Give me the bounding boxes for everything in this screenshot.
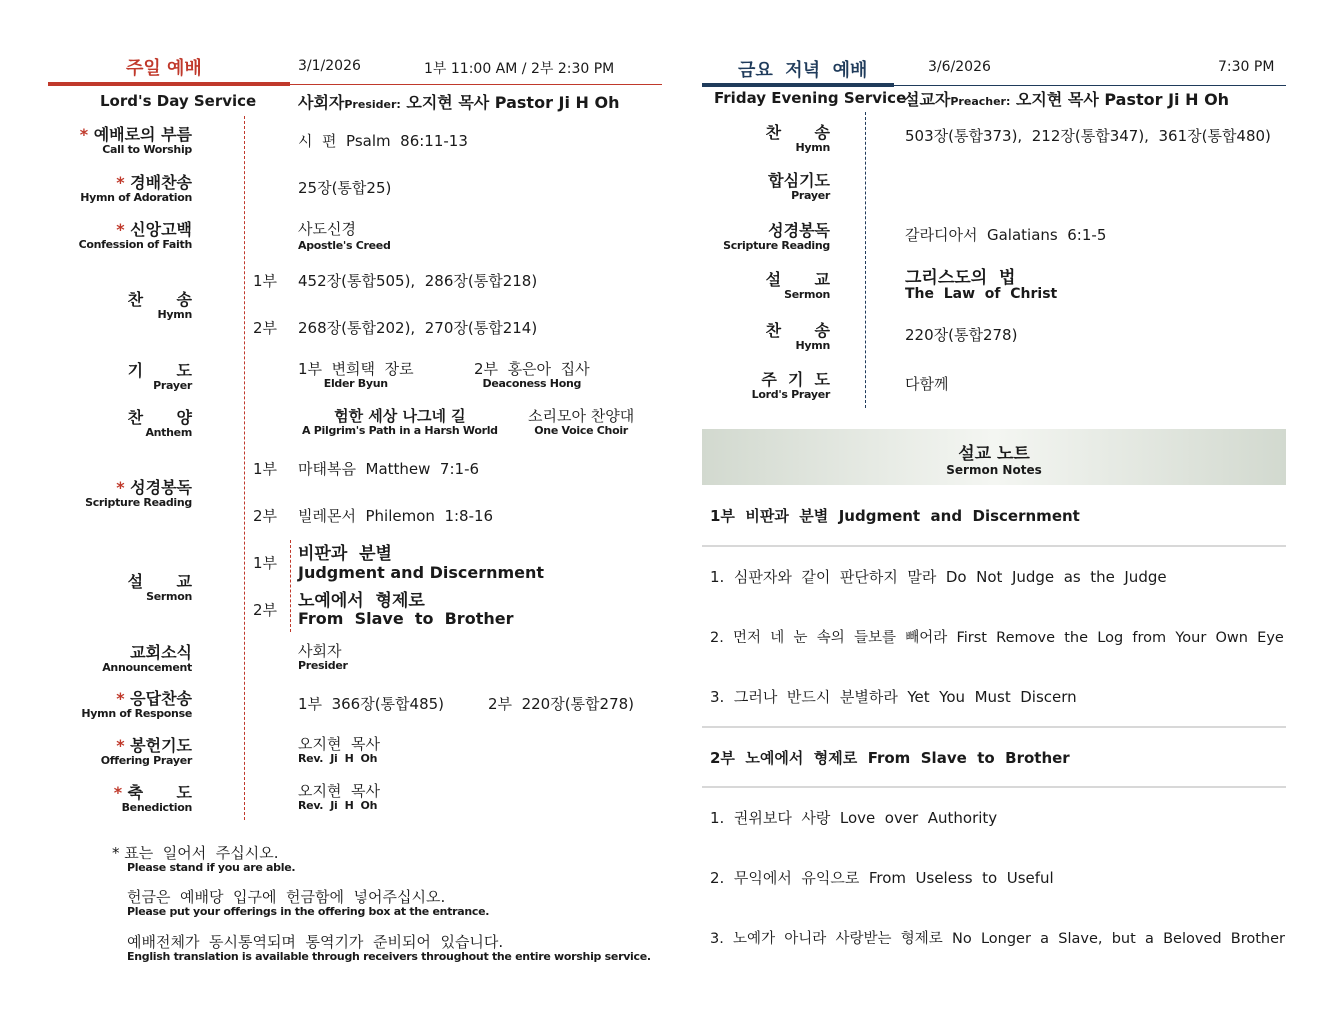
- order-hymn-of-adoration: * 경배찬송 Hymn of Adoration: [80, 173, 192, 204]
- notes-part1-point3: 3. 그러나 반드시 분별하라 Yet You Must Discern: [710, 688, 1077, 706]
- sermon-part1-label: 1부: [253, 554, 278, 572]
- notes-part2-point3: 3. 노예가 아니라 사랑받는 형제로 No Longer a Slave, but a Beloved Brother: [710, 931, 1286, 947]
- friday-sermon-ko: 그리스도의 법: [905, 268, 1016, 288]
- sermon-notes-header: [702, 429, 1286, 485]
- benediction-value: 오지현 목사 Rev. Ji H Oh: [298, 782, 380, 812]
- friday-date: 3/6/2026: [928, 59, 991, 75]
- order-anthem: 찬 양 Anthem: [127, 408, 192, 439]
- friday-hymn1-value: 503장(통합373), 212장(통합347), 361장(통합480): [905, 127, 1271, 145]
- sermon-part2-label: 2부: [253, 601, 278, 619]
- order-offering-prayer: * 봉헌기도 Offering Prayer: [100, 736, 192, 767]
- friday-order-lords-prayer: 주 기 도 Lord's Prayer: [751, 370, 830, 401]
- sunday-presider: [298, 90, 620, 113]
- order-benediction: * 축 도 Benediction: [113, 783, 192, 814]
- friday-order-prayer: 합심기도 Prayer: [768, 171, 830, 202]
- notes-part1-point1: 1. 심판자와 같이 판단하지 말라 Do Not Judge as the Judge: [710, 568, 1167, 586]
- friday-divider: [865, 112, 866, 408]
- notes-part2-point1: 1. 권위보다 사랑 Love over Authority: [710, 809, 998, 827]
- scripture-part1-label: 1부: [253, 460, 278, 478]
- order-call-to-worship: * 예배로의 부름 Call to Worship: [79, 125, 192, 156]
- sermon-part2-ko: 노예에서 형제로: [298, 591, 425, 611]
- sermon-part1-en: Judgment and Discernment: [298, 563, 545, 582]
- order-announcement: 교회소식 Announcement: [102, 643, 192, 674]
- prayer-part2: 2부 홍은아 집사 Deaconess Hong: [474, 360, 590, 390]
- friday-subtitle: Friday Evening Service: [714, 89, 907, 107]
- response-part2: 2부 220장(통합278): [488, 695, 635, 713]
- sermon-notes-title: 설교 노트: [958, 444, 1030, 464]
- order-hymn: 찬 송 Hymn: [127, 290, 192, 321]
- hymn-part2-value: 268장(통합202), 270장(통합214): [298, 319, 538, 337]
- friday-title: 금요 저녁 예배: [738, 60, 868, 81]
- prayer-part1: 1부 변희택 장로 Elder Byun: [298, 360, 414, 390]
- notes-divider: [702, 726, 1286, 728]
- notes-part2-point2: 2. 무익에서 유익으로 From Useless to Useful: [710, 869, 1054, 887]
- adoration-value: 25장(통합25): [298, 179, 392, 197]
- sermon-part2-en: From Slave to Brother: [298, 609, 514, 628]
- creed-value: 사도신경 Apostle's Creed: [298, 220, 391, 252]
- sermon-part1-ko: 비판과 분별: [298, 544, 392, 564]
- notes-part1-point2: 2. 먼저 네 눈 속의 들보를 빼어라 First Remove the Log from Your Own Eye: [710, 630, 1284, 646]
- note-offering: 헌금은 예배당 입구에 헌금함에 넣어주십시오. Please put your offerings in the offering box at the entrance.: [127, 888, 490, 918]
- sunday-title-bar: [48, 82, 290, 86]
- friday-title-bar: [702, 83, 894, 87]
- sunday-header-rule: [290, 84, 662, 85]
- friday-lords-prayer-value: 다함께: [905, 375, 949, 393]
- friday-order-hymn1: 찬 송 Hymn: [765, 123, 830, 154]
- friday-scripture-value: 갈라디아서 Galatians 6:1-5: [905, 226, 1107, 244]
- presider-label-en: Presider:: [344, 98, 401, 111]
- sunday-subtitle: Lord's Day Service: [100, 92, 257, 110]
- sunday-times: 1부 11:00 AM / 2부 2:30 PM: [424, 61, 615, 77]
- friday-order-sermon: 설 교 Sermon: [765, 270, 830, 301]
- response-part1: 1부 366장(통합485): [298, 695, 445, 713]
- hymn-part1-value: 452장(통합505), 286장(통합218): [298, 272, 538, 290]
- presider-name: 오지현 목사 Pastor Ji H Oh: [406, 93, 620, 112]
- scripture-part2-value: 빌레몬서 Philemon 1:8-16: [298, 507, 494, 525]
- friday-order-scripture: 성경봉독 Scripture Reading: [723, 221, 830, 252]
- notes-divider: [702, 786, 1286, 788]
- sunday-date: 3/1/2026: [298, 58, 361, 74]
- friday-preacher: [904, 87, 1229, 110]
- order-prayer: 기 도 Prayer: [127, 361, 192, 392]
- friday-time: 7:30 PM: [1218, 59, 1275, 75]
- notes-divider: [702, 545, 1286, 547]
- anthem-title: 험한 세상 나그네 길 A Pilgrim's Path in a Harsh World: [302, 407, 498, 437]
- sermon-notes-title-en: Sermon Notes: [946, 463, 1042, 477]
- note-stand: * 표는 일어서 주십시오. Please stand if you are able.: [112, 844, 296, 874]
- notes-part2-heading: 2부 노예에서 형제로 From Slave to Brother: [710, 749, 1070, 767]
- note-translation: 예배전체가 동시통역되며 통역기가 준비되어 있습니다. English translation is available through receivers throughout the entire worship service.: [127, 933, 651, 963]
- friday-order-hymn2: 찬 송 Hymn: [765, 321, 830, 352]
- preacher-name: 오지현 목사 Pastor Ji H Oh: [1015, 90, 1230, 109]
- preacher-label: 설교자: [904, 90, 951, 109]
- order-sermon: 설 교 Sermon: [127, 572, 192, 603]
- sunday-title: 주일 예배: [126, 58, 202, 79]
- friday-header-rule: [894, 85, 1286, 86]
- order-scripture-reading: * 성경봉독 Scripture Reading: [85, 478, 192, 509]
- order-hymn-of-response: * 응답찬송 Hymn of Response: [81, 689, 192, 720]
- friday-sermon-en: The Law of Christ: [905, 286, 1058, 302]
- scripture-part2-label: 2부: [253, 507, 278, 525]
- hymn-part2-label: 2부: [253, 319, 278, 337]
- notes-part1-heading: 1부 비판과 분별 Judgment and Discernment: [710, 507, 1080, 525]
- sermon-bracket: [290, 540, 291, 632]
- preacher-label-en: Preacher:: [950, 95, 1011, 108]
- friday-hymn2-value: 220장(통합278): [905, 326, 1018, 344]
- announcement-value: 사회자 Presider: [298, 642, 348, 672]
- anthem-choir: 소리모아 찬양대 One Voice Choir: [528, 407, 635, 437]
- hymn-part1-label: 1부: [253, 272, 278, 290]
- call-to-worship-value: 시 편 Psalm 86:11-13: [298, 132, 468, 150]
- presider-label: 사회자: [298, 93, 345, 112]
- offering-value: 오지현 목사 Rev. Ji H Oh: [298, 735, 380, 765]
- order-confession-of-faith: * 신앙고백 Confession of Faith: [78, 220, 192, 251]
- sunday-divider: [244, 116, 245, 820]
- scripture-part1-value: 마태복음 Matthew 7:1-6: [298, 460, 480, 478]
